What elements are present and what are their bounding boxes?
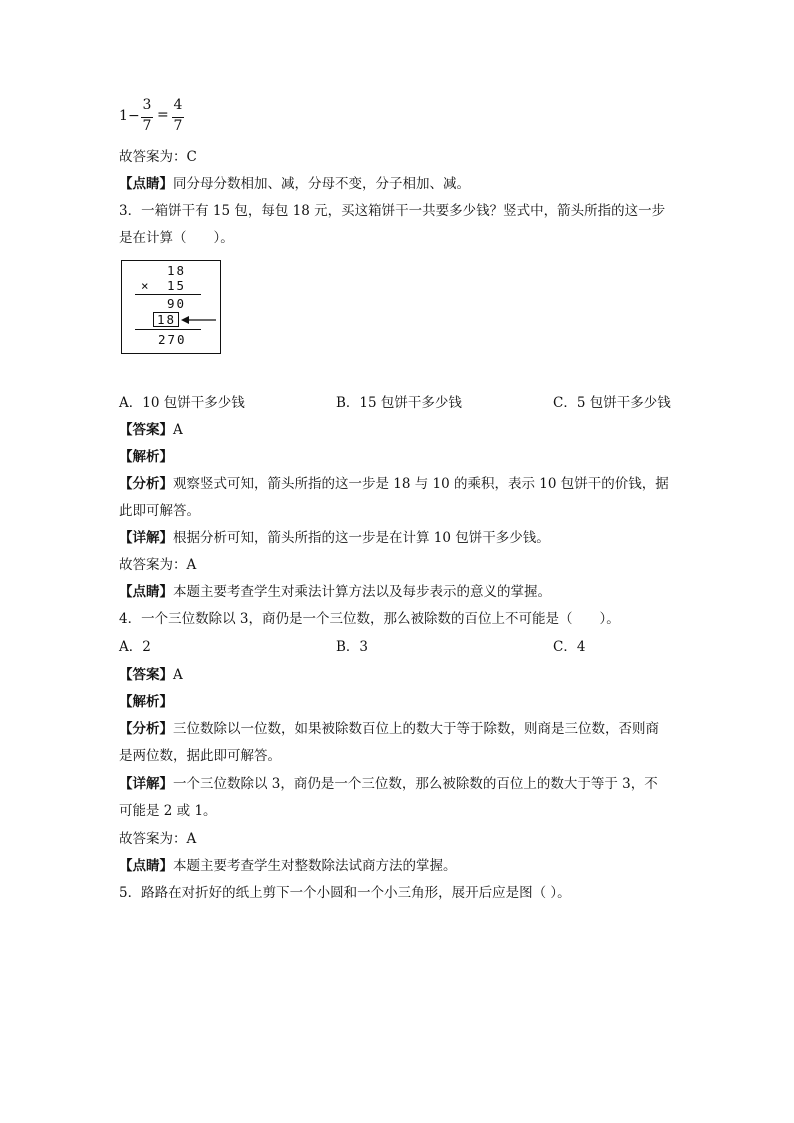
- q3-dianjing: [119, 582, 551, 602]
- q4-jiexi: 【解析】: [119, 694, 173, 710]
- q3-stem-line2: 是在计算（ ）。: [119, 230, 234, 246]
- q3-xiangjie: [119, 528, 550, 548]
- q4-option-c: C．4: [553, 639, 586, 655]
- eq-equals: =: [157, 107, 169, 123]
- q4-dianjing: [119, 856, 457, 876]
- q4-fenxi-line1: [119, 719, 659, 739]
- vertical-multiplication: [121, 260, 221, 354]
- q3-fenxi-line2: 此即可解答。: [119, 503, 200, 519]
- xiangjie-text: 根据分析可知，箭头所指的这一步是在计算 10 包饼干多少钱。: [173, 530, 550, 546]
- prev-dianjing: [119, 174, 470, 194]
- frac1-numerator: 3: [142, 97, 152, 113]
- q5-stem: 5．路路在对折好的纸上剪下一个小圆和一个小三角形，展开后应是图（ ）。: [119, 885, 571, 901]
- calc-multiplicand: 18: [167, 263, 187, 278]
- q3-option-a: A．10 包饼干多少钱: [119, 395, 245, 411]
- fenxi-text: 三位数除以一位数，如果被除数百位上的数大于等于除数，则商是三位数，否则商: [173, 721, 659, 737]
- q4-xiangjie-line1: [119, 774, 658, 794]
- q3-answer: [119, 420, 183, 440]
- dianjing-label: 【点睛】: [119, 584, 173, 600]
- fenxi-label: 【分析】: [119, 476, 173, 492]
- dianjing-text: 本题主要考查学生对乘法计算方法以及每步表示的意义的掌握。: [173, 584, 551, 600]
- answer-value: A: [173, 667, 183, 683]
- answer-value: A: [173, 422, 183, 438]
- prev-answer: 故答案为：C: [119, 149, 197, 165]
- answer-label: 【答案】: [119, 422, 173, 438]
- q3-jiexi: 【解析】: [119, 449, 173, 465]
- q3-option-b: B．15 包饼干多少钱: [336, 395, 462, 411]
- fraction-equation: [119, 96, 199, 138]
- xiangjie-label: 【详解】: [119, 530, 173, 546]
- arrow-left-icon: [181, 313, 217, 327]
- eq-whole: 1: [119, 108, 128, 124]
- q3-stem-line1: 3．一箱饼干有 15 包，每包 18 元，买这箱饼干一共要多少钱？竖式中，箭头所指的这一步: [119, 203, 666, 219]
- q4-option-b: B．3: [336, 639, 369, 655]
- frac2-denominator: 7: [173, 118, 183, 134]
- dianjing-text: 同分母分数相加、减，分母不变，分子相加、减。: [173, 176, 470, 192]
- q3-fenxi-line1: [119, 474, 669, 494]
- calc-rule-bottom: [135, 329, 201, 330]
- q3-option-c: C．5 包饼干多少钱: [553, 395, 671, 411]
- frac2-numerator: 4: [173, 97, 183, 113]
- answer-label: 【答案】: [119, 667, 173, 683]
- fenxi-label: 【分析】: [119, 721, 173, 737]
- xiangjie-text: 一个三位数除以 3，商仍是一个三位数，那么被除数的百位上的数大于等于 3，不: [173, 776, 658, 792]
- calc-result: 270: [158, 332, 187, 347]
- calc-partial1: 90: [167, 296, 187, 311]
- dianjing-label: 【点睛】: [119, 176, 173, 192]
- fenxi-text: 观察竖式可知，箭头所指的这一步是 18 与 10 的乘积，表示 10 包饼干的价钱，据: [173, 476, 669, 492]
- frac1-denominator: 7: [142, 118, 152, 134]
- q4-option-a: A．2: [119, 639, 151, 655]
- calc-times-sign: ×: [141, 278, 151, 293]
- q4-stem: 4．一个三位数除以 3，商仍是一个三位数，那么被除数的百位上不可能是（ ）。: [119, 611, 620, 627]
- calc-rule-top: [135, 294, 201, 295]
- dianjing-label: 【点睛】: [119, 858, 173, 874]
- calc-partial2: 18: [157, 312, 177, 327]
- dianjing-text: 本题主要考查学生对整数除法试商方法的掌握。: [173, 858, 457, 874]
- q4-final-answer: 故答案为：A: [119, 831, 197, 847]
- q4-answer: [119, 665, 183, 685]
- xiangjie-label: 【详解】: [119, 776, 173, 792]
- q4-fenxi-line2: 是两位数，据此即可解答。: [119, 748, 281, 764]
- q4-xiangjie-line2: 可能是 2 或 1。: [119, 803, 217, 819]
- eq-minus: −: [128, 108, 140, 124]
- calc-multiplier: 15: [167, 278, 187, 293]
- q3-final-answer: 故答案为：A: [119, 557, 197, 573]
